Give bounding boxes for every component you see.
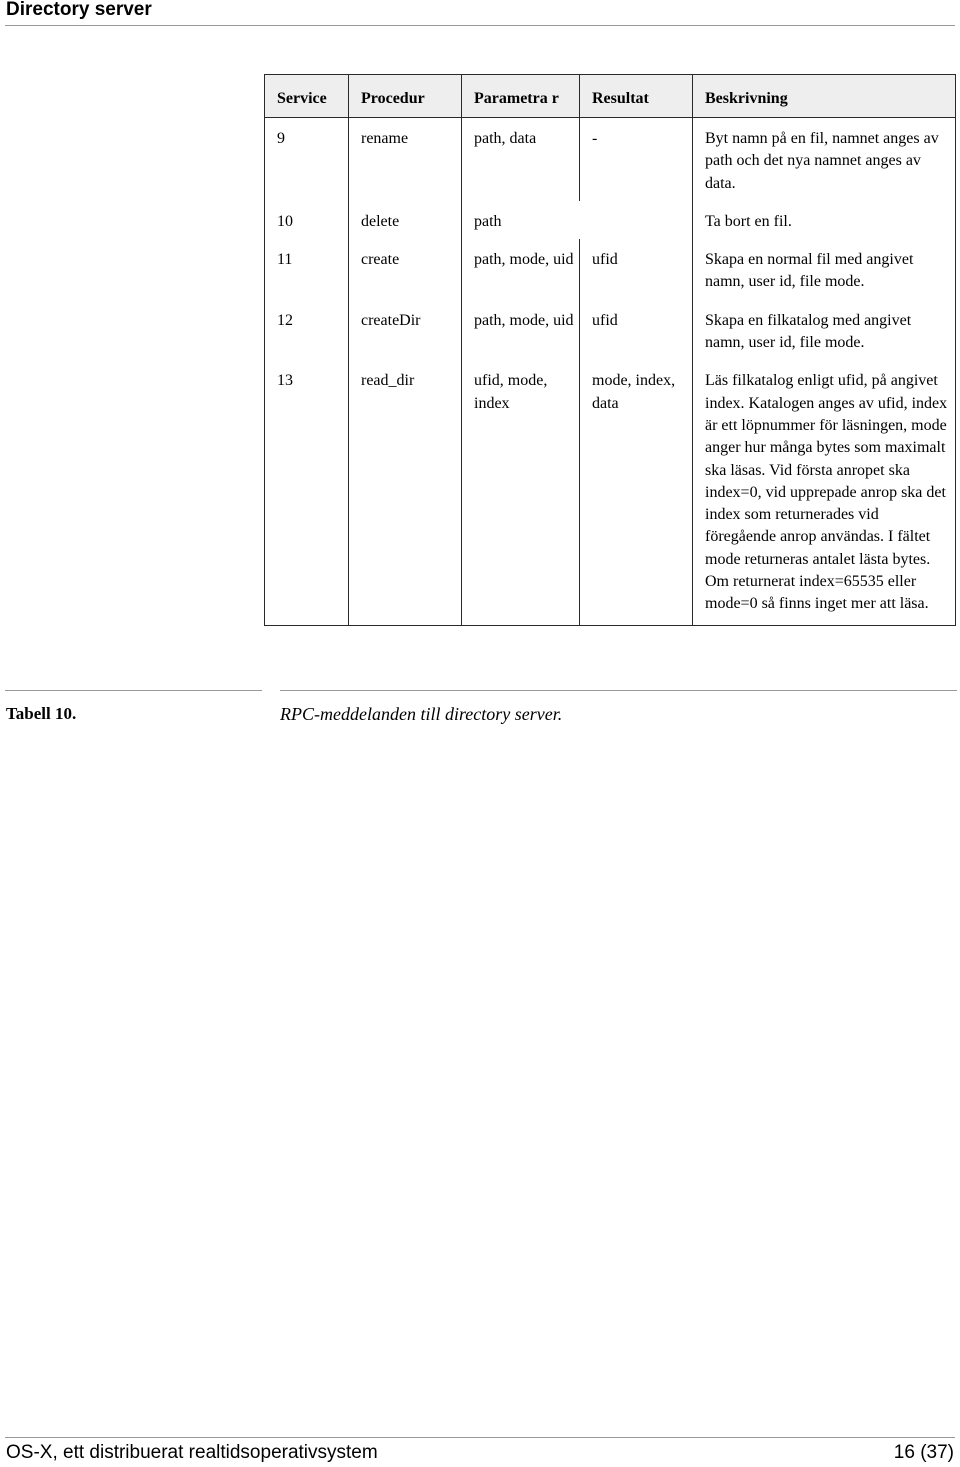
cell-parametrar: ufid, mode, index xyxy=(462,360,580,625)
cell-procedur: createDir xyxy=(349,300,462,361)
table-row xyxy=(265,118,956,201)
cell-beskrivning: Läs filkatalog enligt ufid, på angivet index. Katalogen anges av ufid, index är ett löpnummer för läsningen, mode anger hur många bytes som maximalt ska läsas. Vid första anropet ska index=0, vid upprepade anrop ska det index som returnerades vid föregående anrop användas. I fältet mode returneras antalet lästa bytes. Om returnerat index=65535 eller mode=0 så finns inget mer att läsa. xyxy=(693,360,956,625)
cell-beskrivning: Byt namn på en fil, namnet anges av path och det nya namnet anges av data. xyxy=(693,118,956,201)
cell-resultat: - xyxy=(580,118,693,201)
rpc-messages-table xyxy=(264,74,956,626)
column-header-parametrar: Parametra r xyxy=(462,75,580,118)
column-header-procedur: Procedur xyxy=(349,75,462,118)
table-row xyxy=(265,360,956,625)
cell-parametrar: path xyxy=(462,201,580,239)
cell-beskrivning: Skapa en normal fil med angivet namn, user id, file mode. xyxy=(693,239,956,300)
cell-service: 12 xyxy=(265,300,349,361)
cell-procedur: delete xyxy=(349,201,462,239)
table-header-row xyxy=(265,75,956,118)
table-caption-text: RPC-meddelanden till directory server. xyxy=(280,704,563,724)
footer-page-number: 16 (37) xyxy=(893,1442,954,1463)
footer-divider xyxy=(5,1437,955,1438)
cell-resultat: ufid xyxy=(580,239,693,300)
cell-procedur: create xyxy=(349,239,462,300)
column-header-service: Service xyxy=(265,75,349,118)
cell-parametrar: path, mode, uid xyxy=(462,239,580,300)
table-row xyxy=(265,300,956,361)
cell-beskrivning: Skapa en filkatalog med angivet namn, user id, file mode. xyxy=(693,300,956,361)
table-caption-label: Tabell 10. xyxy=(6,704,77,723)
table-row xyxy=(265,239,956,300)
cell-resultat: mode, index, data xyxy=(580,360,693,625)
caption-divider-right xyxy=(280,690,957,691)
cell-service: 9 xyxy=(265,118,349,201)
table-row xyxy=(265,201,956,239)
cell-beskrivning: Ta bort en fil. xyxy=(693,201,956,239)
cell-procedur: read_dir xyxy=(349,360,462,625)
cell-parametrar: path, mode, uid xyxy=(462,300,580,361)
cell-resultat xyxy=(580,201,693,239)
cell-service: 10 xyxy=(265,201,349,239)
cell-service: 11 xyxy=(265,239,349,300)
page-header-title: Directory server xyxy=(6,0,152,20)
column-header-resultat: Resultat xyxy=(580,75,693,118)
cell-parametrar: path, data xyxy=(462,118,580,201)
cell-procedur: rename xyxy=(349,118,462,201)
footer-document-title: OS-X, ett distribuerat realtidsoperativsystem xyxy=(6,1442,378,1463)
cell-service: 13 xyxy=(265,360,349,625)
cell-resultat: ufid xyxy=(580,300,693,361)
header-divider xyxy=(5,25,955,26)
caption-divider-left xyxy=(5,690,262,691)
column-header-beskrivning: Beskrivning xyxy=(693,75,956,118)
